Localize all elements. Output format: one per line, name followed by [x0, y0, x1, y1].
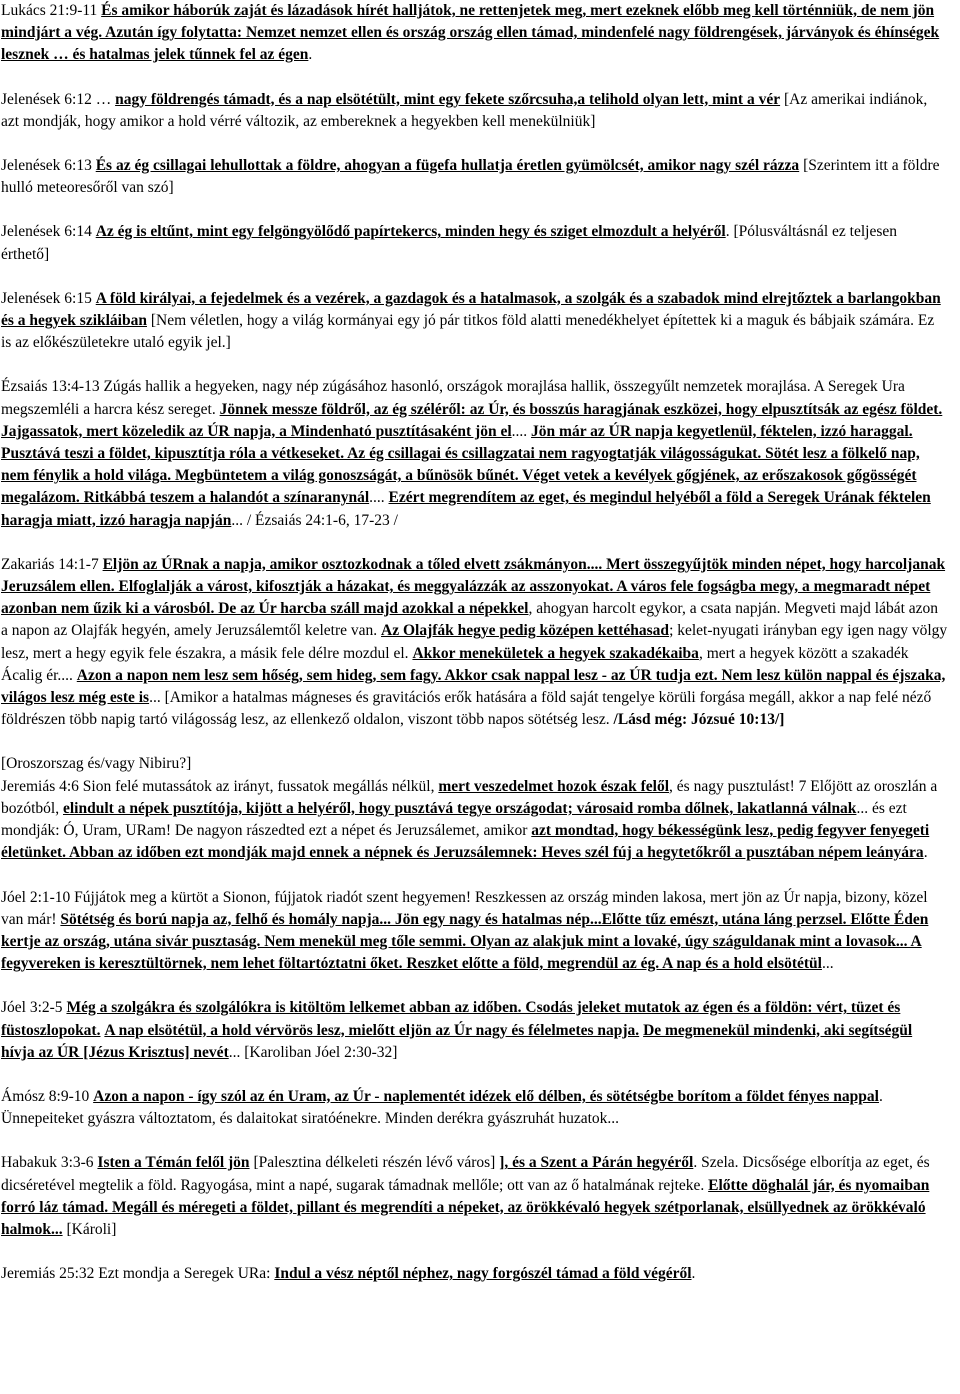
plain-text: ... [821, 955, 834, 973]
emphasized-quote: Eljön az ÚRnak a napja, amikor osztozkodnak a tőled elvett zsákmányon.... Mert összegyűjtök minden népet, hogy harcoljanak Jeruzsálem ellen. Elfoglalják a várost, kifosztják a házakat, és meggyalázzák az asszonyokat. A város fele fogságba megy, a megmaradt népet azonban nem űzik ki a városból. De az Úr harcba száll majd azokkal a népekkel [1, 555, 946, 618]
plain-text: Ámósz 8:9-10 [1, 1087, 94, 1105]
emphasized-quote: És az ég csillagai lehullottak a földre, ahogyan a fügefa hullatja éretlen gyümölcsét, amikor nagy szél rázza [95, 157, 800, 175]
plain-text: Lukács 21:9-11 [1, 2, 102, 19]
plain-text: [Az amerikai indiánok, azt mondják, hogy amikor a hold vérré változik, az embereknek a hegyekben kell menekülniük] [1, 90, 928, 130]
emphasized-quote: nagy földrengés támadt, és a nap elsötétült, mint egy fekete szőrcsuha,a telihold olyan lett, mint a vér [115, 90, 781, 108]
plain-text: Zakariás 14:1-7 [1, 555, 103, 573]
scripture-paragraph [1, 753, 948, 775]
plain-text: Jeremiás 4:6 Sion felé mutassátok az irányt, fussatok megállás nélkül, [1, 777, 439, 795]
plain-text: ; kelet-nyugati irányban egy igen nagy völgy lesz, mert a hegy egyik fele északra, a másik fele délre mozdul el. [1, 622, 948, 662]
plain-text: Jelenések 6:13 [1, 157, 96, 175]
plain-text: [Nem véletlen, hogy a világ kormányai egy jó pár titkos föld alatti menedékhelyet építettek ki a maguk és bábjaik számára. Ez is az előkészületekre utaló egyik jel.] [1, 312, 935, 352]
emphasized-quote: Jönnek messze földről, az ég széléről: az Úr, és bosszús haragjának eszközei, hogy elpusztítsák az egész földet. Jajgassatok, mert közeledik az ÚR napja, a Mindenható pusztításaként jön el [1, 400, 943, 440]
emphasized-quote: Sötétség és ború napja az, felhő és homály napja... Jön egy nagy és hatalmas nép...Előtte tűz emészt, utána láng perzsel. Előtte Éden kertje az ország, utána sivár pusztaság. Nem menekül meg tőle semmi. Olyan az alakjuk mint a lovaké, úgy száguldanak mint a lovasok... A fegyvereken is keresztültörnek, nem lehet föltartóztatni őket. Reszket előtte a föld, megrendül az ég. A nap és a hold elsötétül [1, 910, 929, 973]
plain-text: ... és ezt mondják: Ó, Uram, URam! De nagyon rászedted ezt a népet és Jeruzsálemet, amikor [1, 799, 907, 840]
plain-text: .... [511, 422, 532, 440]
scripture-paragraph [1, 1086, 948, 1130]
scripture-paragraph [1, 221, 948, 265]
plain-text: Jeremiás 25:32 Ezt mondja a Seregek URa: [1, 1265, 275, 1283]
emphasized-quote: Indul a vész néptől néphez, nagy forgószél támad a föld végéről [274, 1265, 692, 1283]
emphasized-quote: Ezért megrendítem az eget, és megindul helyéből a föld a Seregek Urának féktelen haragja miatt, izzó haragja napján [1, 489, 931, 529]
plain-text: , ahogyan harcolt egykor, a csata napján. Megveti majd lábát azon a napon az Olajfák hegyén, amely Jeruzsálemtől keletre van. [1, 600, 939, 640]
plain-text: . [691, 1265, 696, 1283]
scripture-paragraph [1, 155, 948, 199]
plain-text: . Ünnepeiteket gyászra változtatom, és dalaitokat siratóénekre. Minden derékra gyászruhát huzatok... [1, 1087, 883, 1128]
plain-text: . [Pólusváltásnál ez teljesen érthető] [1, 223, 897, 263]
emphasized-quote: Előtte döghalál jár, és nyomaiban forró láz támad. Megáll és méregeti a földet, pillant és megrendíti a népeket, az örökkévaló hegyek szétporlanak, elsüllyednek az örökkévaló halmok... [1, 1176, 930, 1238]
plain-text: . [923, 844, 928, 862]
emphasized-quote: ], és a Szent a Párán hegyéről [499, 1154, 694, 1172]
plain-text: [Palesztina délkeleti részén lévő város] [249, 1154, 500, 1172]
emphasized-quote: Azon a napon - így szól az én Uram, az Úr - naplementét idézek elő délben, és sötétségbe borítom a földet fényes nappal [93, 1087, 879, 1105]
plain-text: Jelenések 6:12 … [1, 90, 116, 108]
plain-text: ... [Amikor a hatalmas mágneses és gravitációs erők hatására a föld saját tengelye körüli forgása megáll, akkor a nap felé néző földrészen több napig tartó világosság lesz, az ellenkező oldalon, viszont több napos sötétség lesz. [1, 689, 932, 729]
plain-text: Habakuk 3:3-6 [1, 1154, 98, 1172]
emphasized-quote: Akkor menekületek a hegyek szakadékaiba [412, 644, 699, 662]
plain-text: .... [369, 489, 389, 507]
scripture-paragraph [1, 1263, 948, 1285]
plain-text: , és nagy pusztulást! 7 Előjött az oroszlán a bozótból, [1, 777, 938, 817]
scripture-paragraph [1, 89, 948, 133]
plain-text: Jelenések 6:15 [1, 289, 96, 307]
scripture-paragraph [1, 376, 948, 531]
plain-text: [Oroszorszag és/vagy Nibiru?] [1, 755, 192, 773]
emphasized-quote: Az Olajfák hegye pedig középen kettéhasad [381, 622, 670, 640]
plain-text: Ézsaiás 13:4-13 Zúgás hallik a hegyeken, nagy nép zúgásához hasonló, országok morajlása hallik, összegyűlt nemzetek morajlása. A Seregek Ura megszemléli a harcra kész sereget. [1, 378, 905, 418]
emphasized-quote: Még a szolgákra és szolgálókra is kitöltöm lelkemet abban az időben. Csodás jeleket mutatok az égen és a földön: vért, tüzet és füstoszlopokat. [1, 999, 901, 1039]
scripture-paragraph [1, 776, 948, 865]
emphasized-quote: elindult a népek pusztítója, kijött a helyéről, hogy pusztává tegye országodat; városaid romba dőlnek, lakatlanná válnak [63, 799, 857, 817]
scripture-paragraph [1, 0, 948, 67]
emphasized-quote: mert veszedelmet hozok észak felől [438, 777, 670, 795]
scripture-paragraph [1, 997, 948, 1064]
emphasized-quote: A nap elsötétül, a hold vérvörös lesz, mielőtt eljön az Úr nagy és félelmetes napja. [104, 1021, 640, 1039]
emphasized-quote: Az ég is eltűnt, mint egy felgöngyölődő papírtekercs, minden hegy és sziget elmozdult a helyéről [95, 223, 726, 241]
emphasized-quote: És amikor háborúk zaját és lázadások hírét halljátok, ne rettenjetek meg, mert ezeknek előbb meg kell történniük, de nem jön mindjárt a vég. Azután így folytatta: Nemzet nemzet ellen és ország ország ellen támad, mindenfelé nagy földrengések, járványok és éhínségek lesznek … és hatalmas jelek tűnnek fel az égen [1, 2, 940, 64]
emphasized-quote: Jön már az ÚR napja kegyetlenül, féktelen, izzó haraggal. Pusztává teszi a földet, kipusztítja róla a vétkeseket. Az ég csillagai és csillagzatai nem ragyogtatják világosságukat. Sötét lesz a fölkelő nap, nem fénylik a hold világa. Megbüntetem a világ gonoszságát, a bűnösök bűnét. Véget vetek a kevélyek gőgjének, az erőszakosok gőgösségét megalázom. Ritkábbá teszem a halandót a színaranynál [1, 422, 920, 507]
emphasized-quote: Isten a Témán felől jön [97, 1154, 250, 1172]
emphasized-quote: azt mondtad, hogy békességünk lesz, pedig fegyver fenyegeti életünket. Abban az időben ezt mondják majd ennek a népnek és Jeruzsálemnek: Heves szél fúj a hegytetőkről a pusztában népem leányára [1, 822, 930, 862]
plain-text: Jelenések 6:14 [1, 223, 96, 241]
plain-text: . Szela. Dicsősége elborítja az eget, és dicséretével megtelik a föld. Ragyogása, mint a napé, sugarak támadnak mellőle; ott van az ő hatalmának rejteke. [1, 1154, 930, 1194]
bold-reference: /Lásd még: Józsué 10:13/] [613, 711, 785, 729]
plain-text: Jóel 2:1-10 Fújjátok meg a kürtöt a Sionon, fújjatok riadót szent hegyemen! Reszkessen az ország minden lakosa, mert jön az Úr napja, bizony, közel van már! [1, 888, 928, 928]
emphasized-quote: De megmenekül mindenki, aki segítségül hívja az ÚR [Jézus Krisztus] nevét [1, 1021, 913, 1061]
emphasized-quote: A föld királyai, a fejedelmek és a vezérek, a gazdagok és a hatalmasok, a szolgák és a szabadok mind elrejtőztek a barlangokban és a hegyek szikláiban [1, 289, 941, 330]
plain-text: Jóel 3:2-5 [1, 999, 67, 1017]
plain-text: ... [Karoliban Jóel 2:30-32] [228, 1043, 398, 1061]
plain-text: [Károli] [62, 1220, 117, 1238]
scripture-paragraph [1, 1152, 948, 1241]
scripture-paragraph [1, 288, 948, 355]
emphasized-quote: Azon a napon nem lesz sem hőség, sem hideg, sem fagy. Akkor csak nappal lesz - az ÚR tudja ezt. Nem lesz külön nappal és éjszaka, világos lesz még este is [1, 666, 946, 707]
plain-text: . [308, 46, 313, 64]
plain-text: [Szerintem itt a földre hulló meteoresőről van szó] [1, 157, 940, 197]
plain-text: ... / Ézsaiás 24:1-6, 17-23 / [231, 511, 398, 529]
scripture-paragraph [1, 554, 948, 732]
scripture-paragraph [1, 887, 948, 976]
plain-text: , mert a hegyek között a szakadék Ácalig ér.... [1, 644, 909, 684]
